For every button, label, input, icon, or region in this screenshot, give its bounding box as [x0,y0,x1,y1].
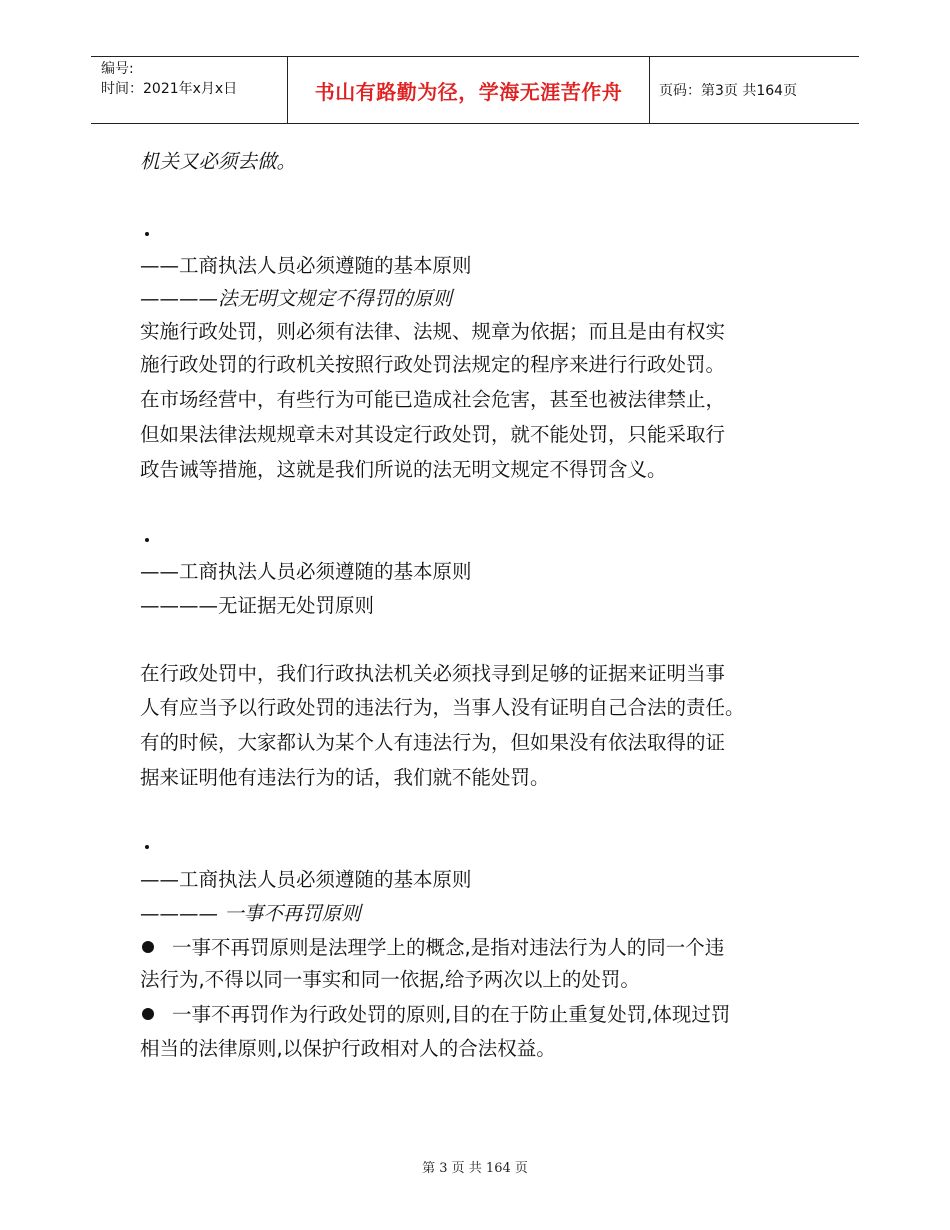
paragraph-line: 相当的法律原则,以保护行政相对人的合法权益。 [140,1037,556,1060]
bullet-dot [145,232,149,236]
paragraph-line: 在市场经营中，有些行为可能已造成社会危害，甚至也被法律禁止， [140,388,726,411]
section-subtitle: ————法无明文规定不得罚的原则 [140,287,453,310]
time-label: 时间：2021年x月x日 [101,81,238,97]
bullet-item [140,1003,730,1027]
paragraph-line: 但如果法律法规规章未对其设定行政处罚，就不能处罚，只能采取行 [140,423,726,446]
paragraph-line: 人有应当予以行政处罚的违法行为，当事人没有证明自己合法的责任。 [140,696,745,719]
section-title: ——工商执法人员必须遵随的基本原则 [140,560,472,583]
paragraph-line: 据来证明他有违法行为的话，我们就不能处罚。 [140,766,550,789]
bullet-dot [145,845,149,849]
paragraph-line: 机关又必须去做。 [140,150,297,173]
bullet-text: 一事不再罚原则是法理学上的概念,是指对违法行为人的同一个违 [172,936,725,959]
bullet-icon [142,1008,154,1020]
paragraph-line: 在行政处罚中，我们行政执法机关必须找寻到足够的证据来证明当事 [140,662,726,685]
header-divider [649,57,650,123]
section-subtitle: ————无证据无处罚原则 [140,594,375,617]
bullet-item [140,936,724,960]
paragraph-line: 法行为,不得以同一事实和同一依据,给予两次以上的处罚。 [140,968,640,991]
bullet-dot [145,538,149,542]
section-title: ——工商执法人员必须遵随的基本原则 [140,868,472,891]
paragraph-line: 政告诫等措施，这就是我们所说的法无明文规定不得罚含义。 [140,458,667,481]
section-subtitle: ———— 一事不再罚原则 [140,902,361,925]
paragraph-line: 施行政处罚的行政机关按照行政处罚法规定的程序来进行行政处罚。 [140,353,726,376]
bullet-icon [142,941,154,953]
section-title: ——工商执法人员必须遵随的基本原则 [140,254,472,277]
document-header [91,56,859,124]
paragraph-line: 有的时候，大家都认为某个人有违法行为，但如果没有依法取得的证 [140,731,726,754]
bullet-text: 一事不再罚作为行政处罚的原则,目的在于防止重复处罚,体现过罚 [172,1003,731,1026]
number-label: 编号: [101,61,134,77]
header-page-info: 页码：第3页 共164页 [659,83,798,99]
paragraph-line: 实施行政处罚，则必须有法律、法规、规章为依据；而且是由有权实 [140,320,726,343]
page-footer: 第 3 页 共 164 页 [422,1161,528,1176]
header-motto: 书山有路勤为径，学海无涯苦作舟 [314,79,623,104]
header-meta [101,59,287,99]
